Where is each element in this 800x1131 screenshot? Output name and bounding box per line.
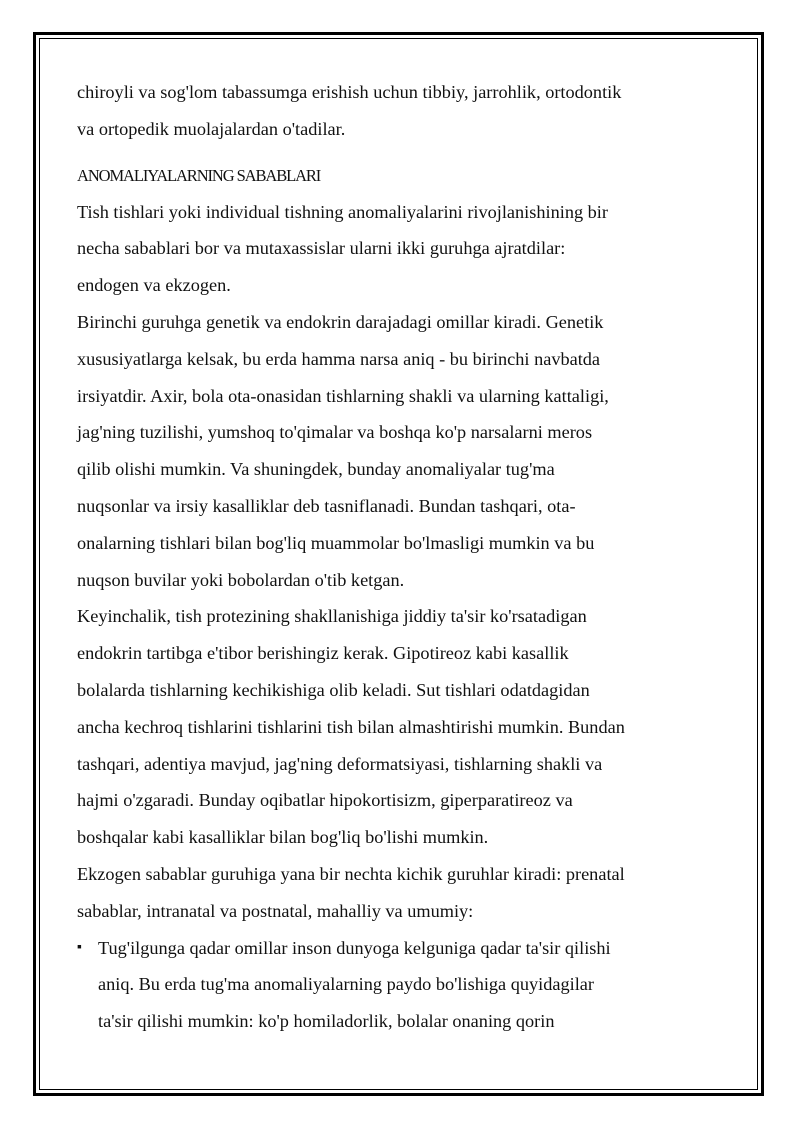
section-heading: ANOMALIYALARNING SABABLARI <box>77 165 321 185</box>
text-line: boshqalar kabi kasalliklar bilan bog'liq bo'lishi mumkin. <box>77 827 489 848</box>
paragraph-4 <box>77 856 737 930</box>
text-line: bolalarda tishlarning kechikishiga olib keladi. Sut tishlari odatdagidan <box>77 679 590 700</box>
text-line: nuqson buvilar yoki bobolardan o'tib ketgan. <box>77 569 405 590</box>
paragraph-2 <box>77 304 737 598</box>
text-line: Keyinchalik, tish protezining shakllanishiga jiddiy ta'sir ko'rsatadigan <box>77 606 587 627</box>
text-line: necha sabablari bor va mutaxassislar ularni ikki guruhga ajratdilar: <box>77 238 566 259</box>
paragraph-3 <box>77 598 737 856</box>
text-line: onalarning tishlari bilan bog'liq muammolar bo'lmasligi mumkin va bu <box>77 532 595 553</box>
text-line: Tish tishlari yoki individual tishning anomaliyalarini rivojlanishining bir <box>77 201 608 222</box>
text-line: va ortopedik muolajalardan o'tadilar. <box>77 118 346 139</box>
text-line: endogen va ekzogen. <box>77 275 231 296</box>
document-body <box>77 74 737 1040</box>
text-line: aniq. Bu erda tug'ma anomaliyalarning paydo bo'lishiga quyidagilar <box>98 974 594 995</box>
paragraph-1 <box>77 194 737 304</box>
text-line: hajmi o'zgaradi. Bunday oqibatlar hipokortisizm, giperparatireoz va <box>77 790 573 811</box>
text-line: nuqsonlar va irsiy kasalliklar deb tasniflanadi. Bundan tashqari, ota- <box>77 495 576 516</box>
text-line: endokrin tartibga e'tibor berishingiz kerak. Gipotireoz kabi kasallik <box>77 643 569 664</box>
intro-paragraph <box>77 74 737 148</box>
text-line: xususiyatlarga kelsak, bu erda hamma narsa aniq - bu birinchi navbatda <box>77 348 601 369</box>
text-line: sabablar, intranatal va postnatal, mahalliy va umumiy: <box>77 900 474 921</box>
text-line: ta'sir qilishi mumkin: ko'p homiladorlik, bolalar onaning qorin <box>98 1011 555 1032</box>
text-line: Ekzogen sabablar guruhiga yana bir nechta kichik guruhlar kiradi: prenatal <box>77 863 625 884</box>
bullet-marker-icon: ▪ <box>77 939 82 955</box>
bullet-list-item <box>77 930 737 1040</box>
text-line: jag'ning tuzilishi, yumshoq to'qimalar va boshqa ko'p narsalarni meros <box>77 422 593 443</box>
text-line: ancha kechroq tishlarini tishlarini tish bilan almashtirishi mumkin. Bundan <box>77 716 625 737</box>
text-line: Birinchi guruhga genetik va endokrin darajadagi omillar kiradi. Genetik <box>77 311 604 332</box>
text-line: chiroyli va sog'lom tabassumga erishish uchun tibbiy, jarrohlik, ortodontik <box>77 82 622 102</box>
text-line: irsiyatdir. Axir, bola ota-onasidan tishlarning shakli va ularning kattaligi, <box>77 385 609 406</box>
text-line: Tug'ilgunga qadar omillar inson dunyoga kelguniga qadar ta'sir qilishi <box>98 937 611 958</box>
text-line: tashqari, adentiya mavjud, jag'ning deformatsiyasi, tishlarning shakli va <box>77 753 603 774</box>
text-line: qilib olishi mumkin. Va shuningdek, bunday anomaliyalar tug'ma <box>77 459 555 480</box>
